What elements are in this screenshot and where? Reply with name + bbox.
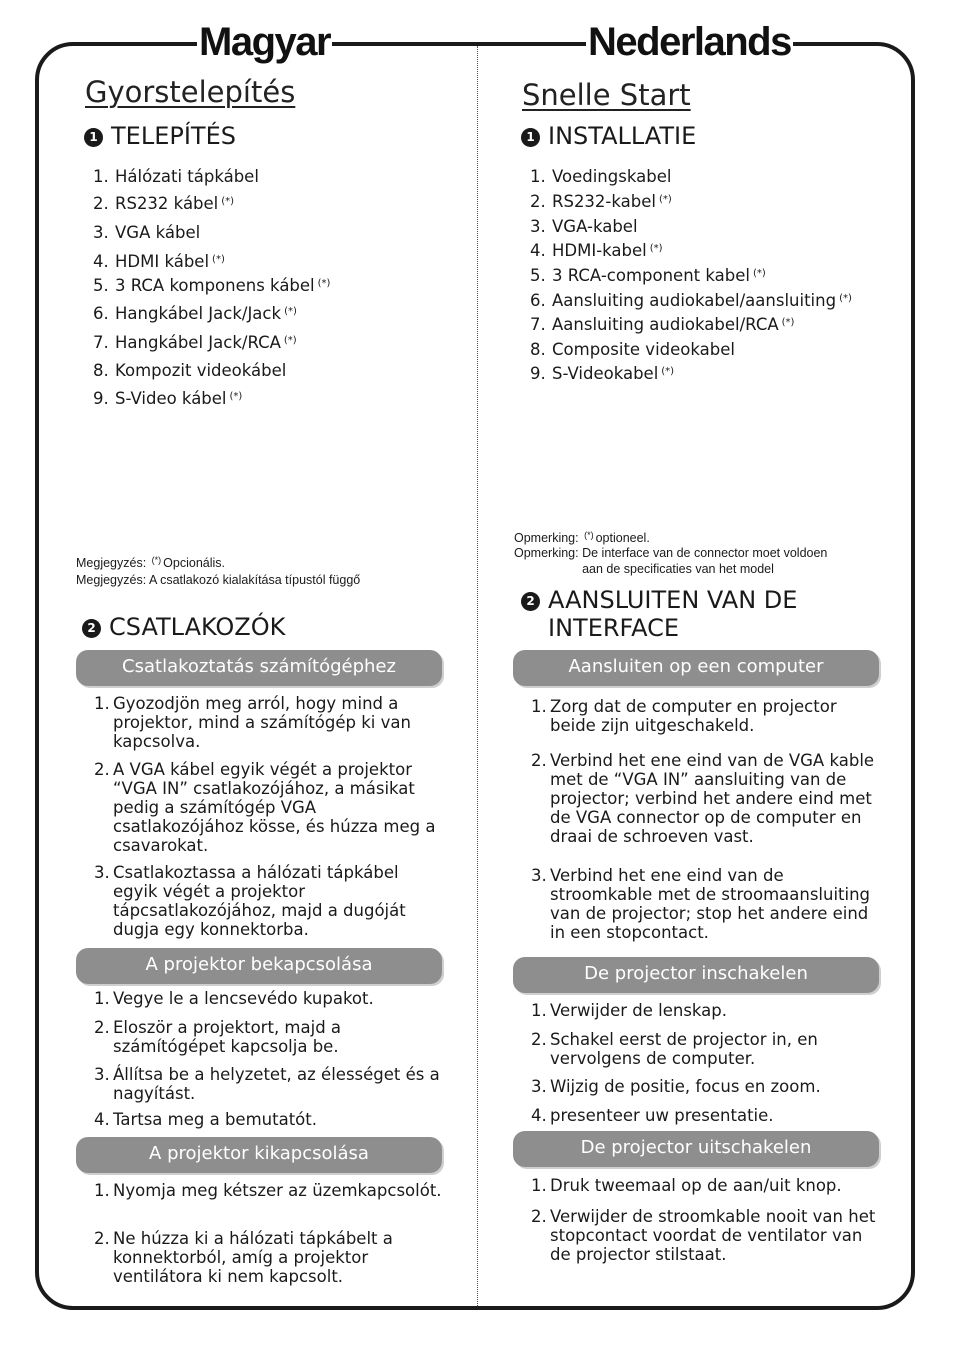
list-item: 2. Schakel eerst de projector in, en vervolgens de computer. [531,1030,818,1068]
section-interface-dutch [521,586,797,642]
list-item: 4. HDMI kábel (*) [93,252,225,271]
list-item: 1. Vegye le a lencsevédo kupakot. [94,989,374,1008]
list-item: 9. S-Video kábel (*) [93,389,243,408]
list-item: 4. HDMI-kabel (*) [530,241,663,260]
section-title: CSATLAKOZÓK [109,613,286,641]
list-item: 5. 3 RCA-component kabel (*) [530,266,766,285]
list-item: 3. VGA-kabel [530,217,638,236]
note-optional-dutch: Opmerking: (*) optioneel. [514,530,650,545]
list-item: 2. A VGA kábel egyik végét a projektor “VGA IN” csatlakozójához, a másikat pedig a számítógép VGA csatlakozójához kösse, és húzza meg a csavarokat. [94,760,436,855]
list-item: 2. Verwijder de stroomkable nooit van het stopcontact voordat de ventilator van de projector stilstaat. [531,1207,876,1264]
list-item: 8. Composite videokabel [530,340,735,359]
list-item: 6. Hangkábel Jack/Jack (*) [93,304,297,323]
list-item: 1. Verwijder de lenskap. [531,1001,728,1020]
list-item: 2. RS232-kabel (*) [530,192,672,211]
list-item: 7. Aansluiting audiokabel/RCA (*) [530,315,795,334]
group-header-power-on: A projektor bekapcsolása [76,948,442,984]
list-item: 1. Zorg dat de computer en projector beide zijn uitgeschakeld. [531,697,837,735]
group-header-power-off: A projektor kikapcsolása [76,1137,442,1173]
subtitle-hungarian: Gyorstelepítés [85,75,296,109]
section-install-hungarian [84,122,236,150]
list-item: 1. Hálózati tápkábel [93,167,259,186]
list-item: 9. S-Videokabel (*) [530,364,675,383]
language-title-hungarian: Magyar [199,20,331,64]
list-item: 1. Nyomja meg kétszer az üzemkapcsolót. [94,1181,442,1200]
group-header-connect-computer: Csatlakoztatás számítógéphez [76,650,442,686]
list-item: 2. Ne húzza ki a hálózati tápkábelt a konnektorból, amíg a projektor ventilátora ki nem kapcsolt. [94,1229,393,1286]
section-title: TELEPÍTÉS [111,122,236,150]
list-item: 7. Hangkábel Jack/RCA (*) [93,333,297,352]
section-number-badge: 2 [82,619,101,638]
list-item: 3. Verbind het ene eind van de stroomkable met de stroomaansluiting van de projector; stop het andere eind in een stopcontact. [531,866,871,942]
list-item: 5. 3 RCA komponens kábel (*) [93,276,331,295]
section-install-dutch [521,122,696,150]
group-header-power-on: De projector inschakelen [513,957,879,993]
list-item: 1. Voedingskabel [530,167,672,186]
list-item: 1. Druk tweemaal op de aan/uit knop. [531,1176,842,1195]
list-item: 6. Aansluiting audiokabel/aansluiting (*) [530,291,852,310]
list-item: 3. VGA kábel [93,223,201,242]
section-number-badge: 1 [84,128,103,147]
section-connectors-hungarian [82,613,285,641]
group-header-power-off: De projector uitschakelen [513,1131,879,1167]
section-title: INSTALLATIE [548,122,697,150]
list-item: 4. Tartsa meg a bemutatót. [94,1110,317,1129]
list-item: 2. Eloször a projektort, majd a számítógépet kapcsolja be. [94,1018,342,1056]
list-item: 8. Kompozit videokábel [93,361,287,380]
section-number-badge: 2 [521,592,540,611]
subtitle-dutch: Snelle Start [522,78,691,112]
language-title-dutch: Nederlands [588,20,791,64]
note-optional-hungarian: Megjegyzés: (*) Opcionális. [76,555,226,570]
section-title: AANSLUITEN VAN DE INTERFACE [548,586,798,642]
section-number-badge: 1 [521,128,540,147]
list-item: 3. Csatlakoztassa a hálózati tápkábel egyik végét a projektor tápcsatlakozójához, majd a dugóját dugja egy konnektorba. [94,863,406,939]
list-item: 2. Verbind het ene eind van de VGA kable met de “VGA IN” aansluiting van de projector; verbind het andere eind met de VGA connector op de computer en draai de schroeven vast. [531,751,875,846]
column-divider [477,46,478,1306]
list-item: 4. presenteer uw presentatie. [531,1106,774,1125]
note-connector-dutch: Opmerking: De interface van de connector moet voldoen aan de specificaties van het model [514,546,828,576]
list-item: 3. Wijzig de positie, focus en zoom. [531,1077,821,1096]
list-item: 1. Gyozodjön meg arról, hogy mind a projektor, mind a számítógép ki van kapcsolva. [94,694,411,751]
group-header-connect-computer: Aansluiten op een computer [513,650,879,686]
list-item: 3. Állítsa be a helyzetet, az élességet és a nagyítást. [94,1065,440,1103]
list-item: 2. RS232 kábel (*) [93,194,235,213]
note-connector-hungarian: Megjegyzés: A csatlakozó kialakítása típustól függő [76,573,361,587]
